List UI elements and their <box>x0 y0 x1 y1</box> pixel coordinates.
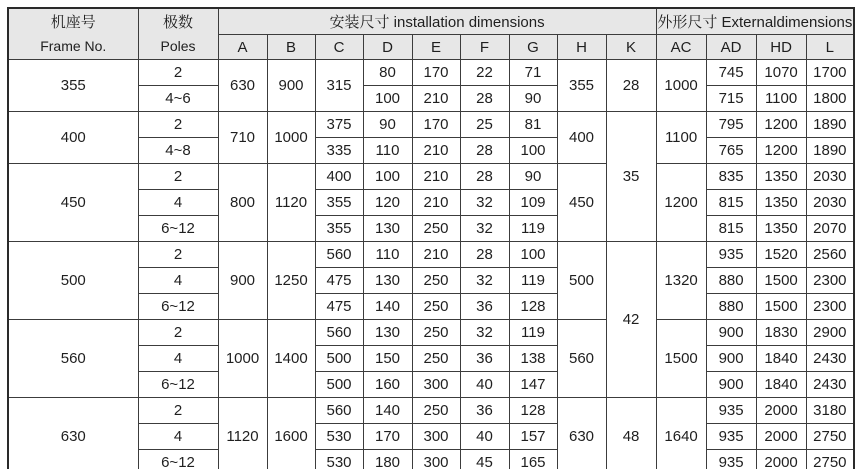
cell-K: 42 <box>606 242 656 398</box>
cell-F: 36 <box>460 346 509 372</box>
cell-E: 170 <box>412 60 460 86</box>
cell-A: 900 <box>218 242 267 320</box>
cell-frame: 450 <box>8 164 138 242</box>
header-external-dimensions: 外形尺寸 Externaldimensions <box>656 8 854 35</box>
cell-L: 2750 <box>806 450 854 469</box>
cell-C: 335 <box>315 138 363 164</box>
cell-D: 130 <box>363 320 412 346</box>
cell-poles: 2 <box>138 112 218 138</box>
cell-poles: 2 <box>138 242 218 268</box>
column-header-HD: HD <box>756 35 806 60</box>
cell-AD: 745 <box>706 60 756 86</box>
cell-D: 100 <box>363 86 412 112</box>
cell-HD: 1350 <box>756 190 806 216</box>
column-header-K: K <box>606 35 656 60</box>
cell-L: 2900 <box>806 320 854 346</box>
cell-poles: 2 <box>138 164 218 190</box>
cell-HD: 1350 <box>756 216 806 242</box>
cell-G: 128 <box>509 398 557 424</box>
column-header-AC: AC <box>656 35 706 60</box>
cell-C: 560 <box>315 398 363 424</box>
cell-L: 2030 <box>806 190 854 216</box>
cell-poles: 2 <box>138 320 218 346</box>
cell-L: 1890 <box>806 138 854 164</box>
cell-G: 90 <box>509 86 557 112</box>
cell-HD: 1840 <box>756 372 806 398</box>
column-header-C: C <box>315 35 363 60</box>
cell-F: 28 <box>460 86 509 112</box>
cell-G: 119 <box>509 320 557 346</box>
cell-frame: 560 <box>8 320 138 398</box>
cell-L: 2300 <box>806 268 854 294</box>
cell-HD: 1500 <box>756 294 806 320</box>
column-header-AD: AD <box>706 35 756 60</box>
cell-E: 250 <box>412 346 460 372</box>
cell-AD: 835 <box>706 164 756 190</box>
cell-frame: 630 <box>8 398 138 469</box>
cell-D: 120 <box>363 190 412 216</box>
cell-L: 3180 <box>806 398 854 424</box>
cell-A: 710 <box>218 112 267 164</box>
cell-AD: 935 <box>706 398 756 424</box>
cell-G: 109 <box>509 190 557 216</box>
cell-C: 315 <box>315 60 363 112</box>
cell-HD: 1500 <box>756 268 806 294</box>
cell-D: 130 <box>363 268 412 294</box>
cell-AD: 815 <box>706 190 756 216</box>
cell-HD: 2000 <box>756 450 806 469</box>
cell-F: 32 <box>460 320 509 346</box>
cell-L: 1890 <box>806 112 854 138</box>
cell-B: 1120 <box>267 164 315 242</box>
cell-E: 300 <box>412 450 460 469</box>
cell-AC: 1200 <box>656 164 706 242</box>
cell-C: 530 <box>315 424 363 450</box>
header-row-groups <box>8 8 854 35</box>
cell-AD: 880 <box>706 268 756 294</box>
cell-E: 300 <box>412 372 460 398</box>
cell-G: 100 <box>509 138 557 164</box>
cell-K: 35 <box>606 112 656 242</box>
cell-HD: 1840 <box>756 346 806 372</box>
cell-E: 210 <box>412 190 460 216</box>
cell-G: 165 <box>509 450 557 469</box>
cell-F: 22 <box>460 60 509 86</box>
cell-F: 40 <box>460 372 509 398</box>
header-poles-zh: 极数 <box>162 13 193 31</box>
cell-C: 560 <box>315 320 363 346</box>
cell-B: 1400 <box>267 320 315 398</box>
cell-H: 630 <box>557 398 606 469</box>
cell-AD: 935 <box>706 424 756 450</box>
cell-AD: 880 <box>706 294 756 320</box>
cell-poles: 2 <box>138 398 218 424</box>
cell-E: 170 <box>412 112 460 138</box>
cell-D: 150 <box>363 346 412 372</box>
cell-AC: 1500 <box>656 320 706 398</box>
cell-HD: 1350 <box>756 164 806 190</box>
cell-C: 355 <box>315 216 363 242</box>
header-installation-dimensions: 安装尺寸 installation dimensions <box>218 8 656 35</box>
cell-E: 250 <box>412 398 460 424</box>
cell-L: 2750 <box>806 424 854 450</box>
cell-G: 81 <box>509 112 557 138</box>
column-header-E: E <box>412 35 460 60</box>
table-row <box>8 242 854 268</box>
cell-poles: 6~12 <box>138 216 218 242</box>
cell-D: 160 <box>363 372 412 398</box>
cell-poles: 4 <box>138 424 218 450</box>
cell-F: 28 <box>460 138 509 164</box>
cell-HD: 1520 <box>756 242 806 268</box>
cell-AD: 815 <box>706 216 756 242</box>
cell-AC: 1640 <box>656 398 706 469</box>
cell-AD: 900 <box>706 372 756 398</box>
column-header-A: A <box>218 35 267 60</box>
cell-B: 1600 <box>267 398 315 469</box>
cell-poles: 6~12 <box>138 450 218 469</box>
cell-F: 25 <box>460 112 509 138</box>
cell-AD: 900 <box>706 320 756 346</box>
cell-HD: 1200 <box>756 112 806 138</box>
cell-F: 32 <box>460 216 509 242</box>
cell-D: 180 <box>363 450 412 469</box>
cell-G: 157 <box>509 424 557 450</box>
cell-L: 2300 <box>806 294 854 320</box>
table-row <box>8 398 854 424</box>
cell-C: 475 <box>315 268 363 294</box>
cell-D: 90 <box>363 112 412 138</box>
cell-G: 90 <box>509 164 557 190</box>
cell-G: 100 <box>509 242 557 268</box>
cell-poles: 6~12 <box>138 372 218 398</box>
cell-AD: 715 <box>706 86 756 112</box>
cell-K: 28 <box>606 60 656 112</box>
cell-D: 110 <box>363 242 412 268</box>
cell-B: 1250 <box>267 242 315 320</box>
cell-F: 36 <box>460 294 509 320</box>
cell-L: 2430 <box>806 372 854 398</box>
cell-HD: 2000 <box>756 398 806 424</box>
cell-E: 210 <box>412 164 460 190</box>
cell-C: 530 <box>315 450 363 469</box>
cell-H: 500 <box>557 242 606 320</box>
cell-A: 800 <box>218 164 267 242</box>
dimensions-table <box>7 7 855 469</box>
cell-A: 1000 <box>218 320 267 398</box>
cell-D: 130 <box>363 216 412 242</box>
cell-poles: 6~12 <box>138 294 218 320</box>
cell-E: 210 <box>412 242 460 268</box>
cell-D: 140 <box>363 398 412 424</box>
table-header <box>8 8 854 60</box>
cell-C: 355 <box>315 190 363 216</box>
header-frame-en: Frame No. <box>40 37 107 54</box>
cell-L: 2430 <box>806 346 854 372</box>
cell-D: 100 <box>363 164 412 190</box>
cell-E: 250 <box>412 216 460 242</box>
cell-C: 400 <box>315 164 363 190</box>
cell-frame: 400 <box>8 112 138 164</box>
cell-HD: 1830 <box>756 320 806 346</box>
cell-AD: 935 <box>706 242 756 268</box>
cell-L: 2070 <box>806 216 854 242</box>
cell-HD: 1100 <box>756 86 806 112</box>
cell-AD: 935 <box>706 450 756 469</box>
cell-E: 250 <box>412 268 460 294</box>
cell-F: 40 <box>460 424 509 450</box>
cell-L: 1800 <box>806 86 854 112</box>
cell-F: 32 <box>460 268 509 294</box>
header-poles-en: Poles <box>160 37 196 54</box>
cell-H: 400 <box>557 112 606 164</box>
cell-D: 80 <box>363 60 412 86</box>
cell-frame: 500 <box>8 242 138 320</box>
cell-poles: 4 <box>138 190 218 216</box>
cell-G: 128 <box>509 294 557 320</box>
column-header-H: H <box>557 35 606 60</box>
cell-poles: 4 <box>138 346 218 372</box>
cell-H: 560 <box>557 320 606 398</box>
cell-poles: 2 <box>138 60 218 86</box>
cell-G: 138 <box>509 346 557 372</box>
header-frame-no <box>8 8 138 60</box>
cell-E: 210 <box>412 138 460 164</box>
cell-F: 36 <box>460 398 509 424</box>
cell-A: 1120 <box>218 398 267 469</box>
cell-HD: 2000 <box>756 424 806 450</box>
table-row <box>8 60 854 86</box>
column-header-D: D <box>363 35 412 60</box>
column-header-B: B <box>267 35 315 60</box>
cell-F: 32 <box>460 190 509 216</box>
cell-poles: 4~6 <box>138 86 218 112</box>
cell-L: 2560 <box>806 242 854 268</box>
column-header-G: G <box>509 35 557 60</box>
table-body <box>8 60 854 469</box>
cell-G: 119 <box>509 216 557 242</box>
cell-G: 71 <box>509 60 557 86</box>
cell-C: 500 <box>315 372 363 398</box>
cell-K: 48 <box>606 398 656 469</box>
cell-AD: 795 <box>706 112 756 138</box>
cell-L: 2030 <box>806 164 854 190</box>
header-frame-zh: 机座号 <box>50 13 96 31</box>
cell-AD: 900 <box>706 346 756 372</box>
cell-H: 355 <box>557 60 606 112</box>
cell-D: 110 <box>363 138 412 164</box>
cell-HD: 1200 <box>756 138 806 164</box>
header-poles <box>138 8 218 60</box>
cell-L: 1700 <box>806 60 854 86</box>
cell-AD: 765 <box>706 138 756 164</box>
cell-C: 475 <box>315 294 363 320</box>
cell-B: 900 <box>267 60 315 112</box>
cell-AC: 1320 <box>656 242 706 320</box>
column-header-L: L <box>806 35 854 60</box>
cell-F: 28 <box>460 242 509 268</box>
cell-C: 560 <box>315 242 363 268</box>
cell-poles: 4 <box>138 268 218 294</box>
table-row <box>8 320 854 346</box>
cell-AC: 1100 <box>656 112 706 164</box>
cell-H: 450 <box>557 164 606 242</box>
cell-D: 170 <box>363 424 412 450</box>
cell-E: 250 <box>412 294 460 320</box>
cell-B: 1000 <box>267 112 315 164</box>
table-row <box>8 164 854 190</box>
cell-AC: 1000 <box>656 60 706 112</box>
cell-F: 28 <box>460 164 509 190</box>
cell-D: 140 <box>363 294 412 320</box>
cell-E: 210 <box>412 86 460 112</box>
cell-E: 250 <box>412 320 460 346</box>
table-row <box>8 112 854 138</box>
column-header-F: F <box>460 35 509 60</box>
cell-HD: 1070 <box>756 60 806 86</box>
cell-E: 300 <box>412 424 460 450</box>
cell-G: 147 <box>509 372 557 398</box>
cell-G: 119 <box>509 268 557 294</box>
cell-F: 45 <box>460 450 509 469</box>
cell-poles: 4~8 <box>138 138 218 164</box>
cell-frame: 355 <box>8 60 138 112</box>
cell-A: 630 <box>218 60 267 112</box>
cell-C: 375 <box>315 112 363 138</box>
cell-C: 500 <box>315 346 363 372</box>
